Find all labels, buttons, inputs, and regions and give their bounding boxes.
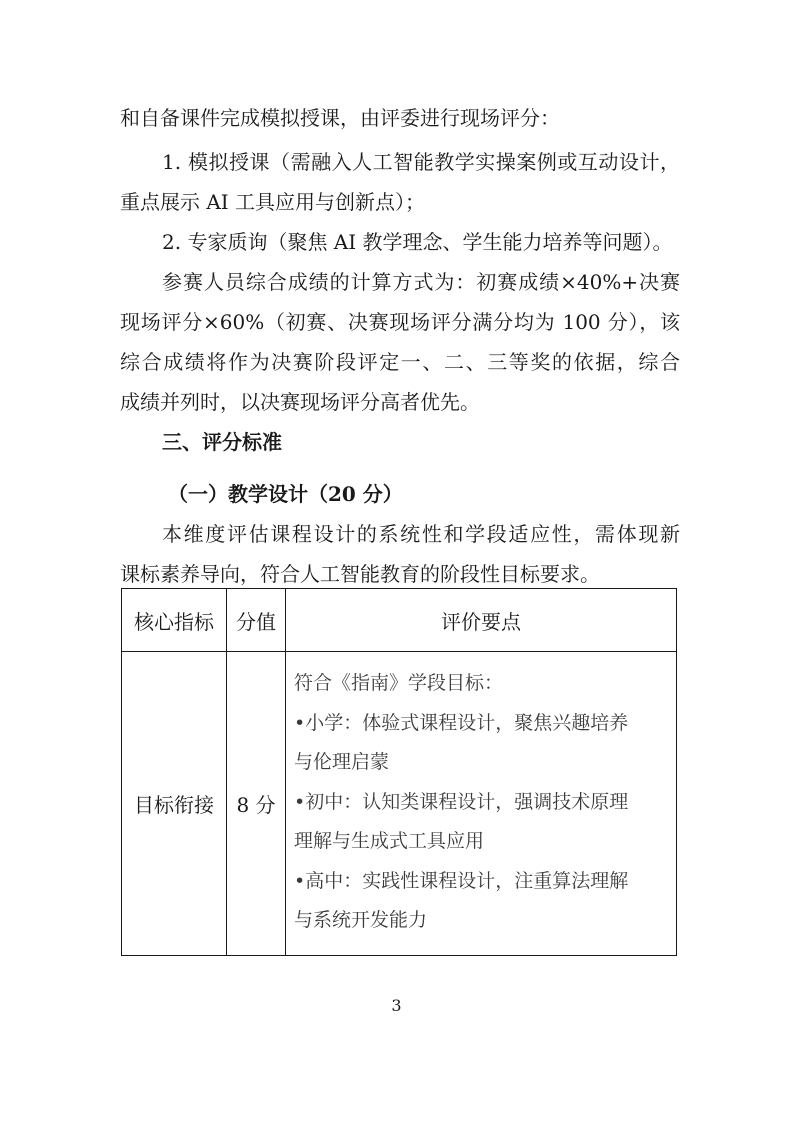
list-item-mock-teaching: 1. 模拟授课（需融入人工智能教学实操案例或互动设计， [162,150,680,174]
intro-line: 本维度评估课程设计的系统性和学段适应性，需体现新 [162,522,680,546]
section-heading: 三、评分标准 [162,430,282,454]
header-score: 分值 [227,589,286,652]
paragraph-line: 现场评分×60%（初赛、决赛现场评分满分均为 100 分），该 [120,310,680,334]
intro-line: 课标素养导向，符合人工智能教育的阶段性目标要求。 [120,562,600,586]
paragraph-line: 和自备课件完成模拟授课，由评委进行现场评分： [120,106,560,130]
evaluation-point: 与伦理启蒙 [294,751,390,773]
paragraph-line: 参赛人员综合成绩的计算方式为：初赛成绩×40%+决赛 [162,270,680,294]
cell-score: 8 分 [227,652,286,956]
list-item-expert-questioning: 2. 专家质询（聚焦 AI 教学理念、学生能力培养等问题）。 [162,230,673,254]
scoring-table [121,588,677,956]
cell-evaluation-points [286,652,677,956]
table-row [122,652,677,956]
evaluation-point: •高中：实践性课程设计，注重算法理解 [294,869,629,892]
list-item-mock-teaching-cont: 重点展示 AI 工具应用与创新点）； [120,190,426,214]
evaluation-point: 与系统开发能力 [294,909,428,931]
paragraph-line: 综合成绩将作为决赛阶段评定一、二、三等奖的依据，综合 [120,350,680,374]
page-number: 3 [391,996,402,1015]
evaluation-point: 理解与生成式工具应用 [294,830,485,852]
header-core-indicator: 核心指标 [122,589,227,652]
evaluation-point: 符合《指南》学段目标： [294,672,504,694]
evaluation-point: •小学：体验式课程设计，聚焦兴趣培养 [294,711,629,734]
evaluation-point: •初中：认知类课程设计，强调技术原理 [294,790,629,813]
cell-indicator: 目标衔接 [122,652,227,956]
table-header-row [122,589,677,652]
header-evaluation-points: 评价要点 [286,589,677,652]
paragraph-line: 成绩并列时，以决赛现场评分高者优先。 [120,390,480,414]
subsection-heading: （一）教学设计（20 分） [168,482,403,506]
